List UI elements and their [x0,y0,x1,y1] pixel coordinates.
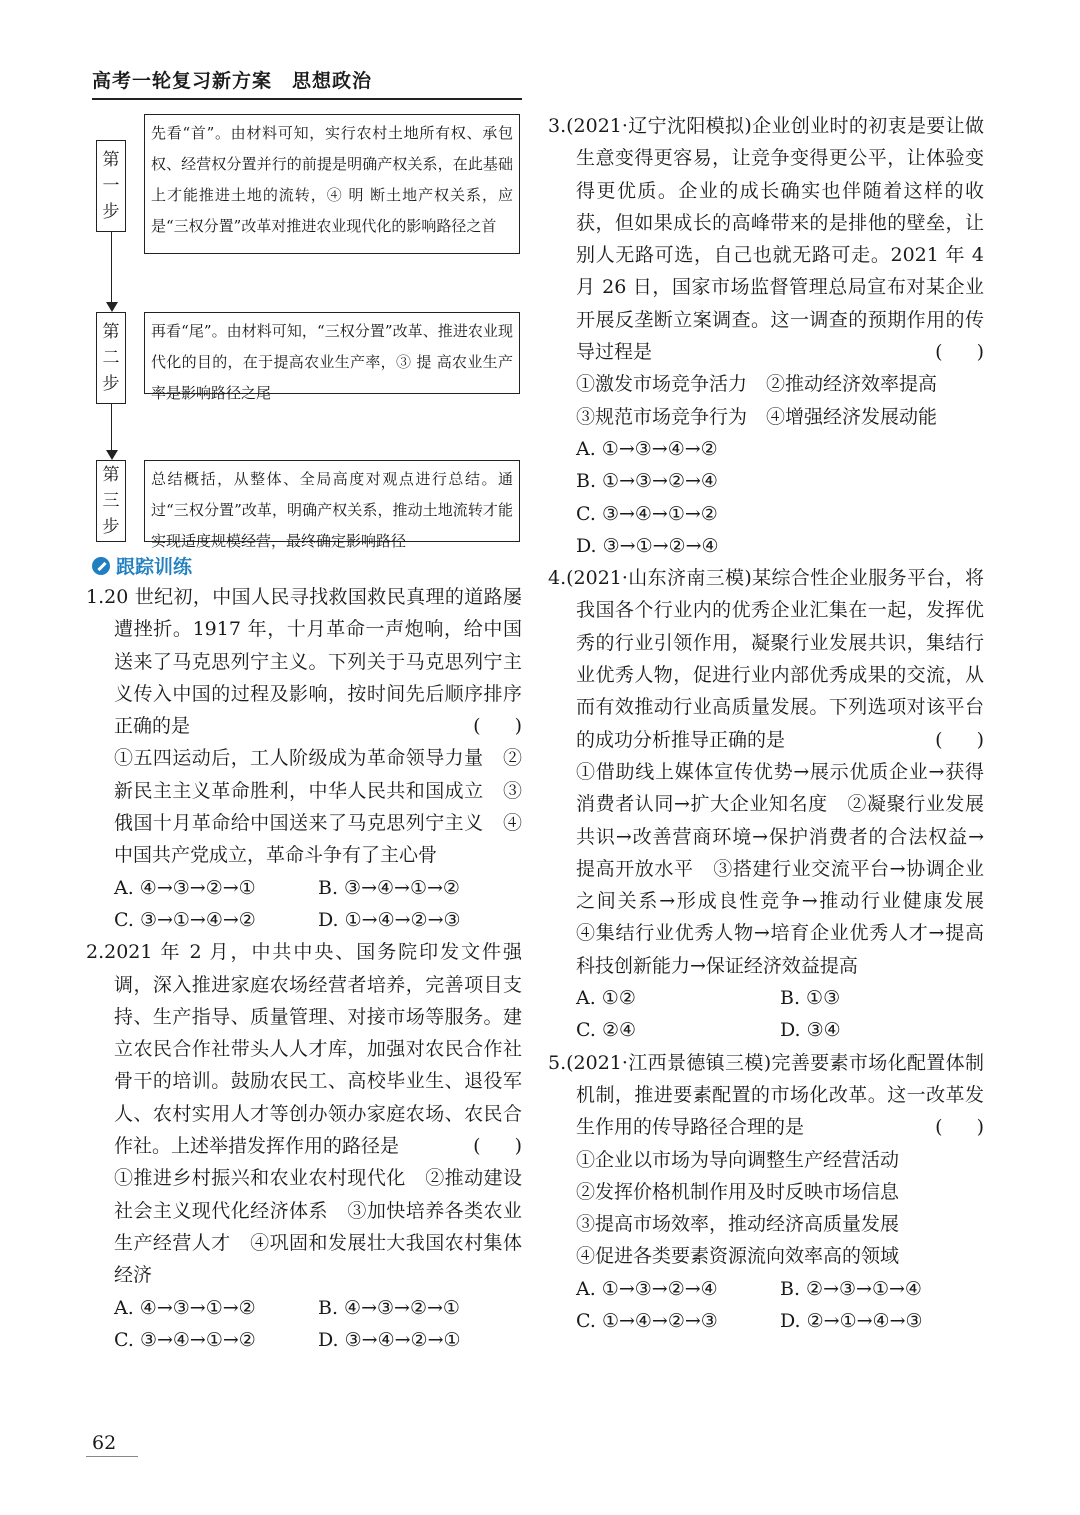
option-b: B. ①③ [780,987,841,1010]
left-column [86,581,536,1356]
answer-bracket: ( ) [473,715,536,738]
question-stem: 5.(2021·江西景德镇三模)完善要素市场化配置体制机制，推进要素配置的市场化改革。这一改革发生作用的传导路径合理的是 ( ) [548,1047,984,1144]
answer-bracket: ( ) [935,1116,998,1139]
option-a: A. ①② [576,987,636,1010]
item-line: ②发挥价格机制作用及时反映市场信息 [576,1180,900,1203]
arrow-down-icon [106,302,118,312]
right-column [548,110,1004,1337]
option-a: A. ①→③→④→② [576,437,718,460]
step-box-3: 总结概括，从整体、全局高度对观点进行总结。通过“三权分置”改革，明确产权关系，推动土地流转才能实现适度规模经营，最终确定影响路径 [144,460,520,542]
option-a: A. ④→③→①→② [114,1296,256,1319]
option-b: B. ④→③→②→① [318,1296,460,1319]
flow-connector-2 [111,404,112,452]
answer-bracket: ( ) [473,1135,536,1158]
flow-connector-1 [111,232,112,306]
question-4 [548,562,1004,1046]
option-b: B. ①→③→②→④ [576,470,718,493]
option-d: D. ③→④→②→① [318,1328,461,1351]
answer-bracket: ( ) [935,728,998,751]
question-items: ①借助线上媒体宣传优势→展示优质企业→获得消费者认同→扩大企业知名度 ②凝聚行业发展共识→改善营商环境→保护消费者的合法权益→提高开放水平 ③搭建行业交流平台→协调企业之间关系→形成良性竞争→推动行业健康发展 ④集结行业优秀人物→培育企业优秀人才→提高科技创新能力→保证经济效益提高 [576,760,1004,977]
page-number: 62 [92,1432,117,1454]
arrow-down-icon [106,450,118,460]
question-5 [548,1047,998,1338]
item-line: ①激发市场竞争活力 ②推动经济效率提高 [576,373,938,396]
question-1 [86,581,536,936]
item-line: ③规范市场竞争行为 ④增强经济发展动能 [576,405,938,428]
question-items: ①五四运动后，工人阶级成为革命领导力量 ②新民主主义革命胜利，中华人民共和国成立 ③俄国十月革命给中国送来了马克思列宁主义 ④中国共产党成立，革命斗争有了主心骨 [114,747,522,867]
option-d: D. ②→①→④→③ [780,1309,923,1332]
step-label-1: 第 一 步 [96,140,126,232]
section-heading [92,552,192,579]
step-box-1: 先看“首”。由材料可知，实行农村土地所有权、承包权、经营权分置并行的前提是明确产权关系，在此基础上才能推进土地的流转，④ 明 断土地产权关系，应是“三权分置”改革对推进农业现代化的影响路径之首 [144,114,520,254]
question-options [548,433,984,562]
item-line: ③提高市场效率，推动经济高质量发展 [576,1213,900,1236]
option-b: B. ③→④→①→② [318,876,460,899]
option-d: D. ①→④→②→③ [318,908,461,931]
question-options [548,982,984,1047]
option-a: A. ④→③→②→① [114,876,256,899]
question-options [548,1273,984,1338]
question-items [548,368,984,433]
running-header: 高考一轮复习新方案 思想政治 [92,70,373,92]
question-items [548,1144,984,1273]
footer-rule [86,1456,138,1457]
item-line: ④促进各类要素资源流向效率高的领域 [576,1245,900,1268]
item-line: ①企业以市场为导向调整生产经营活动 [576,1148,900,1171]
question-stem: 2.2021 年 2 月，中共中央、国务院印发文件强调，深入推进家庭农场经营者培养，完善项目支持、生产指导、质量管理、对接市场等服务。建立农民合作社带头人人才库，加强对农民合作社骨干的培训。鼓励农民工、高校毕业生、退役军人、农村实用人才等创办领办家庭农场、农民合作社。上述举措发挥作用的路径是 ( ) [86,936,522,1162]
header-rule [92,98,522,100]
question-options [86,872,522,937]
pencil-icon [92,557,110,575]
option-a: A. ①→③→②→④ [576,1277,718,1300]
answer-bracket: ( ) [935,341,998,364]
option-c: C. ②④ [576,1019,637,1042]
option-c: C. ③→④→①→② [114,1328,256,1351]
question-stem: 4.(2021·山东济南三模)某综合性企业服务平台，将我国各个行业内的优秀企业汇集在一起，发挥优秀的行业引领作用，凝聚行业发展共识，集结行业优秀人物，促进行业内部优秀成果的交流，从而有效推动行业高质量发展。下列选项对该平台的成功分析推导正确的是 ( ) [548,562,984,756]
step-label-3: 第 三 步 [96,460,126,542]
question-stem: 1.20 世纪初，中国人民寻找救国救民真理的道路屡遭挫折。1917 年，十月革命一声炮响，给中国送来了马克思列宁主义。下列关于马克思列宁主义传入中国的过程及影响，按时间先后顺序排序正确的是 ( ) [86,581,522,742]
section-title: 跟踪训练 [116,556,193,578]
option-c: C. ③→④→①→② [576,502,718,525]
question-2 [86,936,536,1356]
option-c: C. ①→④→②→③ [576,1309,718,1332]
question-3 [548,110,998,562]
question-items: ①推进乡村振兴和农业农村现代化 ②推动建设社会主义现代化经济体系 ③加快培养各类农业生产经营人才 ④巩固和发展壮大我国农村集体经济 [114,1167,522,1287]
option-c: C. ③→①→④→② [114,908,256,931]
question-options [86,1292,522,1357]
step-box-2: 再看“尾”。由材料可知，“三权分置”改革、推进农业现代化的目的，在于提高农业生产率，③ 提 高农业生产率是影响路径之尾 [144,312,520,394]
step-label-2: 第 二 步 [96,312,126,404]
option-d: D. ③→①→②→④ [576,534,719,557]
question-stem: 3.(2021·辽宁沈阳模拟)企业创业时的初衷是要让做生意变得更容易，让竞争变得更公平，让体验变得更优质。企业的成长确实也伴随着这样的收获，但如果成长的高峰带来的是排他的壁垒，让别人无路可选，自己也就无路可走。2021 年 4 月 26 日，国家市场监督管理总局宣布对某企业开展反垄断立案调查。这一调查的预期作用的传导过程是 ( ) [548,110,984,368]
option-b: B. ②→③→①→④ [780,1277,922,1300]
option-d: D. ③④ [780,1019,841,1042]
